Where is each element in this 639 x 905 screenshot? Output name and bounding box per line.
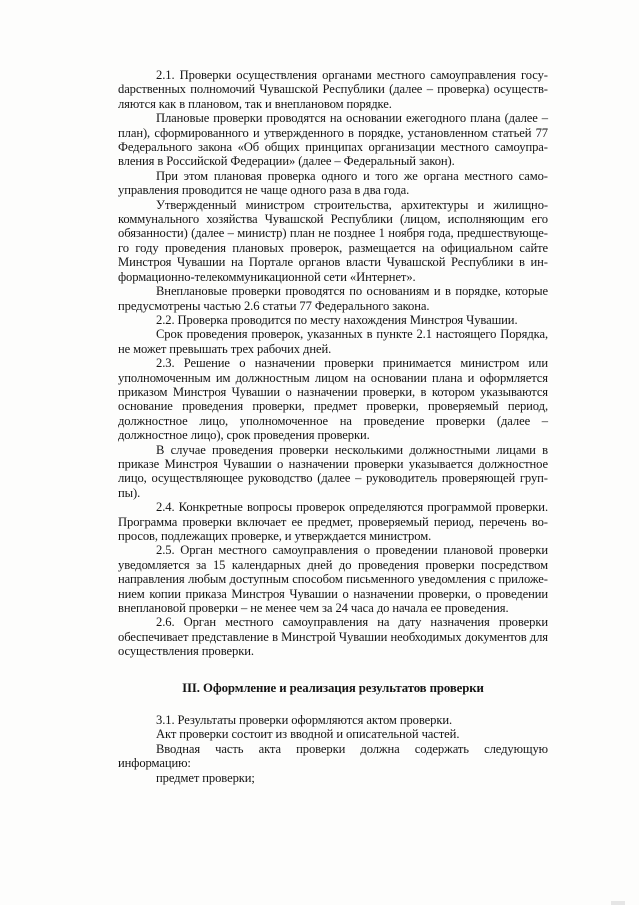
section-3-heading: III. Оформление и реализация результатов проверки	[182, 680, 484, 695]
paragraph-inspection-frequency: При этом плановая проверка одного и того же органа местного самоуправления проводится не чаще одного раза в два года.	[118, 168, 548, 198]
paragraph-group-leader: В случае проведения проверки несколькими должностными лицами в приказе Минстроя Чувашии о назначении проверки указывается должностное лицо, осуществляющее руководство (далее – руководитель проверяющей группы).	[118, 442, 548, 500]
paragraph-2-2: 2.2. Проверка проводится по месту нахождения Минстроя Чувашии.	[156, 312, 518, 327]
heading-spacer	[118, 695, 548, 713]
paragraph-intro-part: Вводная часть акта проверки должна содержать следующую информацию:	[118, 741, 548, 771]
paragraph-act-structure: Акт проверки состоит из вводной и описательной частей.	[156, 727, 460, 742]
paragraph-planned-inspections: Плановые проверки проводятся на основании ежегодного плана (далее – план), сформированного и утвержденного в порядке, установленном статьей 77 Федерального закона «Об общих принципах организации местного самоуправления в Российской Федерации» (далее – Федеральный закон).	[118, 111, 548, 169]
paragraph-2-3: 2.3. Решение о назначении проверки принимается министром или уполномоченным им должностным лицом на основании плана и оформляется приказом Минстроя Чувашии о назначении проверки, в котором указываются основание проведения проверки, предмет проверки, проверяемый период, должностное лицо, уполномоченное на проведение проверки (далее – должностное лицо), срок проведения проверки.	[118, 356, 548, 443]
paragraph-2-6: 2.6. Орган местного самоуправления на дату назначения проверки обеспечивает представление в Минстрой Чувашии необходимых документов для осуществления проверки.	[118, 615, 548, 659]
paragraph-3-1: 3.1. Результаты проверки оформляются актом проверки.	[156, 713, 453, 728]
paragraph-inspection-subject: предмет проверки;	[156, 770, 255, 785]
paragraph-plan-publication: Утвержденный министром строительства, архитектуры и жилищно-коммунального хозяйства Чувашской Республики (лицом, исполняющим его обязанности) (далее – министр) план не позднее 1 ноября года, предшествующего году проведения плановых проверок, размещается на официальном сайте Минстроя Чувашии на Портале органов власти Чувашской Республики в информационно-телекоммуникационной сети «Интернет».	[118, 197, 548, 284]
paragraph-2-1: 2.1. Проверки осуществления органами местного самоуправления госуdарственных полномочий Чувашской Республики (далее – проверка) осуществляются как в плановом, так и внеплановом порядке.	[118, 68, 548, 111]
paragraph-unplanned-inspections: Внеплановые проверки проводятся по основаниям и в порядке, которые предусмотрены частью 2.6 статьи 77 Федерального закона.	[118, 284, 548, 313]
section-spacer	[118, 659, 548, 681]
document-body	[118, 68, 548, 785]
paragraph-2-5: 2.5. Орган местного самоуправления о проведении плановой проверки уведомляется за 15 календарных дней до проведения проверки посредством направления любым доступным способом письменного уведомления с приложением копии приказа Минстроя Чувашии о назначении проверки, о проведении внеплановой проверки – не менее чем за 24 часа до начала ее проведения.	[118, 543, 548, 616]
scan-artifact	[611, 901, 625, 905]
paragraph-2-4: 2.4. Конкретные вопросы проверок определяются программой проверки. Программа проверки включает ее предмет, проверяемый период, перечень вопросов, подлежащих проверке, и утверждается министром.	[118, 500, 548, 543]
paragraph-inspection-duration: Срок проведения проверок, указанных в пункте 2.1 настоящего Порядка, не может превышать трех рабочих дней.	[118, 327, 548, 356]
